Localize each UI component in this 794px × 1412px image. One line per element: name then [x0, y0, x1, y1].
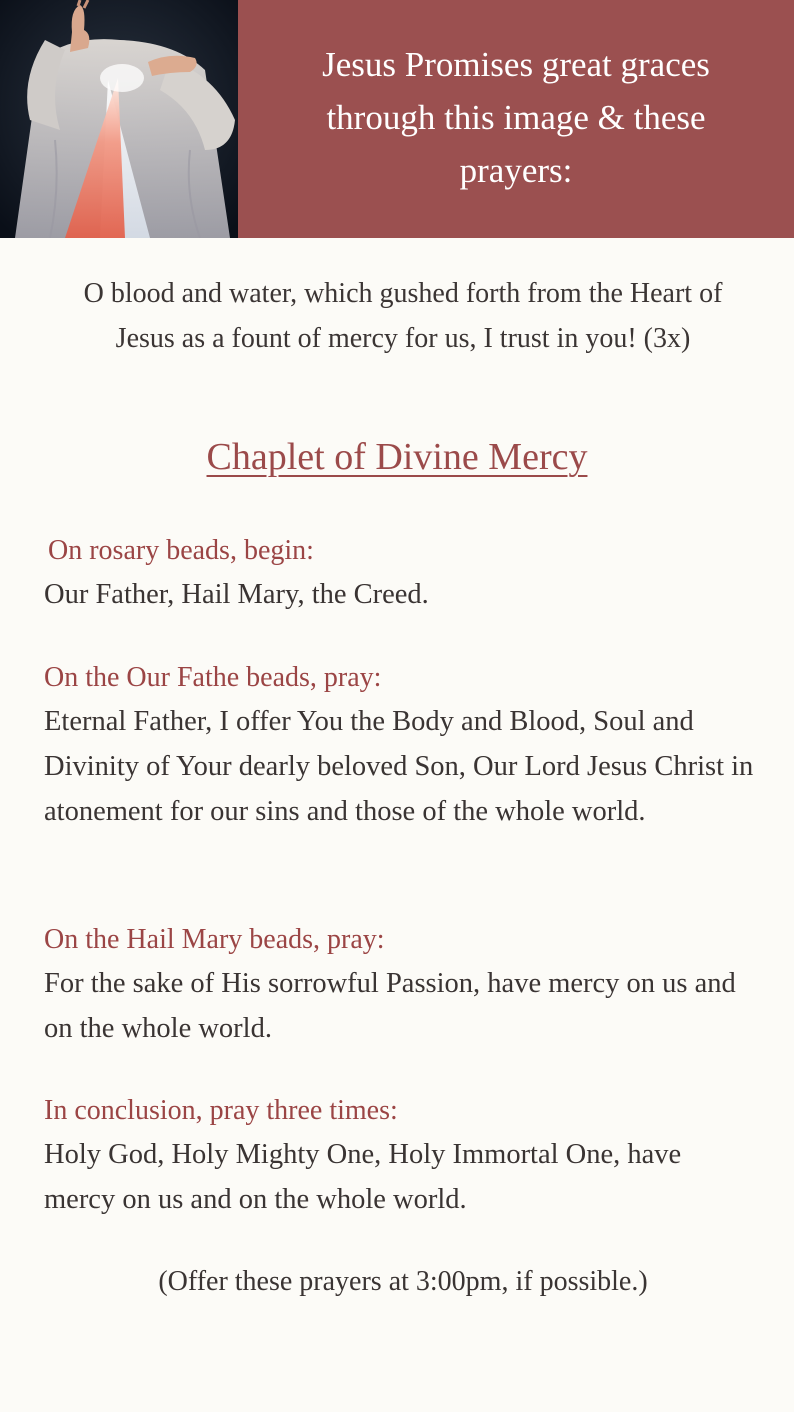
section-begin [44, 530, 756, 617]
title-panel [238, 0, 794, 238]
section-body: For the sake of His sorrowful Passion, have mercy on us and on the whole world. [44, 968, 736, 1044]
section-hail-mary-beads [44, 919, 756, 1051]
divine-mercy-illustration [0, 0, 238, 238]
footer-note: (Offer these prayers at 3:00pm, if possible.) [158, 1266, 648, 1297]
section-body: Holy God, Holy Mighty One, Holy Immortal One, have mercy on us and on the whole world. [44, 1139, 682, 1215]
section-heading: On the Hail Mary beads, pray: [44, 924, 385, 955]
header [0, 0, 794, 238]
divine-mercy-image [0, 0, 238, 238]
intro-prayer: O blood and water, which gushed forth from the Heart of Jesus as a fount of mercy for us, I trust in you! (3x) [83, 278, 723, 354]
chaplet-title: Chaplet of Divine Mercy [206, 436, 588, 478]
section-heading: In conclusion, pray three times: [44, 1095, 398, 1126]
section-body: Eternal Father, I offer You the Body and Blood, Soul and Divinity of Your dearly beloved Son, Our Lord Jesus Christ in atonement for our sins and those of the whole world. [44, 706, 754, 827]
header-title: Jesus Promises great graces through this image & these prayers: [322, 44, 710, 190]
section-conclusion [44, 1090, 756, 1222]
section-our-father-beads [44, 657, 756, 834]
section-body: Our Father, Hail Mary, the Creed. [44, 579, 429, 610]
section-heading: On rosary beads, begin: [48, 535, 314, 566]
section-heading: On the Our Fathe beads, pray: [44, 662, 382, 693]
